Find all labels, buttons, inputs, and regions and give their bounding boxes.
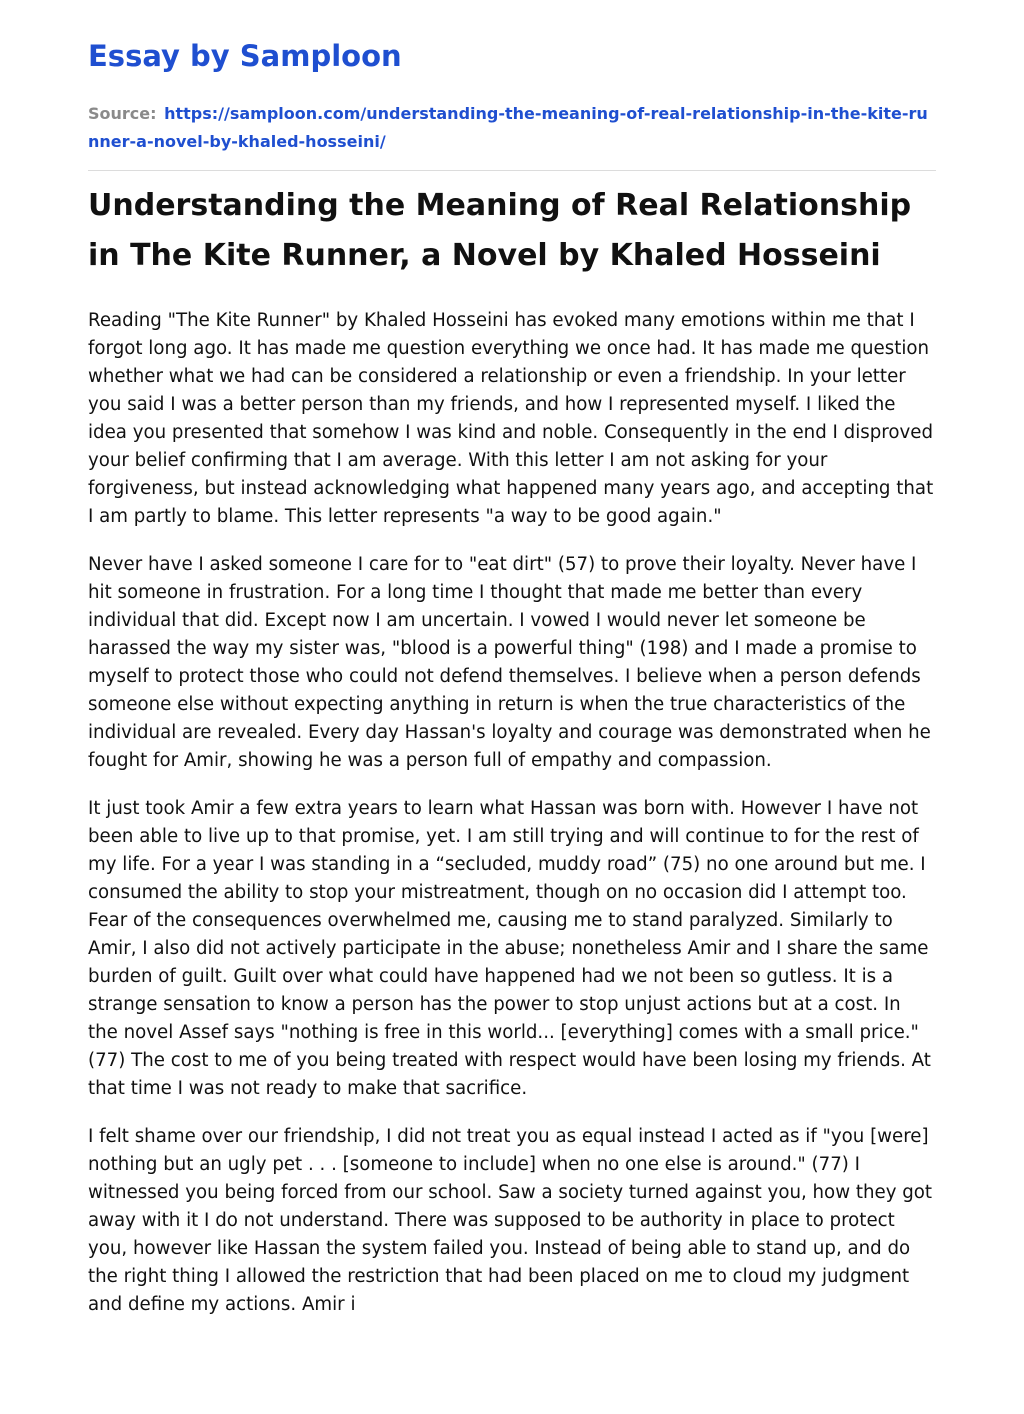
source-link[interactable]: https://samploon.com/understanding-the-meaning-of-real-relationship-in-the-kite-runner-a-novel-by-khaled-hosseini/ <box>88 104 928 151</box>
essay-title: Understanding the Meaning of Real Relationship in The Kite Runner, a Novel by Khaled Hosseini <box>88 188 912 273</box>
site-brand: Essay by Samploon <box>88 39 402 73</box>
essay-body <box>88 307 936 1319</box>
paragraph: Reading "The Kite Runner" by Khaled Hosseini has evoked many emotions within me that I forgot long ago. It has made me question everything we once had. It has made me question whether what we had can be considered a relationship or even a friendship. In your letter you said I was a better person than my friends, and how I represented myself. I liked the idea you presented that somehow I was kind and noble. Consequently in the end I disproved your belief confirming that I am average. With this letter I am not asking for your forgiveness, but instead acknowledging what happened many years ago, and accepting that I am partly to blame. This letter represents "a way to be good again." <box>88 310 934 527</box>
source-line <box>88 100 936 156</box>
paragraph: It just took Amir a few extra years to learn what Hassan was born with. However I have not been able to live up to that promise, yet. I am still trying and will continue to for the rest of my life. For a year I was standing in a “secluded, muddy road” (75) no one around but me. I consumed the ability to stop your mistreatment, though on no occasion did I attempt too. Fear of the consequences overwhelmed me, causing me to stand paralyzed. Similarly to Amir, I also did not actively participate in the abuse; nonetheless Amir and I share the same burden of guilt. Guilt over what could have happened had we not been so gutless. It is a strange sensation to know a person has the power to stop unjust actions but at a cost. In the novel Assef says "nothing is free in this world... [everything] comes with a small price." (77) The cost to me of you being treated with respect would have been losing my friends. At that time I was not ready to make that sacrifice. <box>88 798 931 1099</box>
paragraph: I felt shame over our friendship, I did not treat you as equal instead I acted as if "you [were] nothing but an ugly pet . . . [someone to include] when no one else is around." (77) I witnessed you being forced from our school. Saw a society turned against you, how they got away with it I do not understand. There was supposed to be authority in place to protect you, however like Hassan the system failed you. Instead of being able to stand up, and do the right thing I allowed the restriction that had been placed on me to cloud my judgment and define my actions. Amir i <box>88 1126 933 1315</box>
divider <box>88 170 936 171</box>
paragraph: Never have I asked someone I care for to "eat dirt" (57) to prove their loyalty. Never have I hit someone in frustration. For a long time I thought that made me better than every individual that did. Except now I am uncertain. I vowed I would never let someone be harassed the way my sister was, "blood is a powerful thing" (198) and I made a promise to myself to protect those who could not defend themselves. I believe when a person defends someone else without expecting anything in return is when the true characteristics of the individual are revealed. Every day Hassan's loyalty and courage was demonstrated when he fought for Amir, showing he was a person full of empathy and compassion. <box>88 554 931 771</box>
document-page <box>88 0 936 1339</box>
source-label: Source: <box>88 104 157 123</box>
